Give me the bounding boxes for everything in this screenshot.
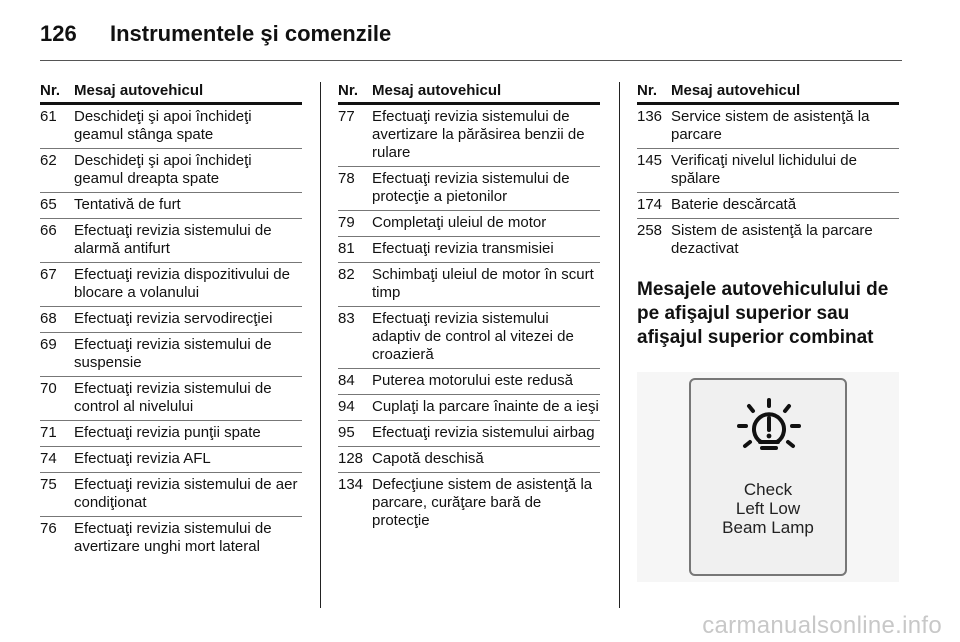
message-text: Tentativă de furt [74, 196, 181, 213]
table-row [637, 149, 899, 193]
table-row [40, 105, 302, 149]
table-row [40, 333, 302, 377]
message-number: 61 [40, 108, 57, 125]
message-table-2 [338, 82, 600, 534]
message-text: Deschideţi şi apoi închideţi geamul dreapta spate [74, 152, 252, 187]
message-text: Efectuaţi revizia punţii spate [74, 424, 261, 441]
message-number: 66 [40, 222, 57, 239]
message-text: Efectuaţi revizia sistemului airbag [372, 424, 595, 441]
table-row [40, 473, 302, 517]
card-text-line: Check [743, 480, 793, 499]
message-text: Efectuaţi revizia sistemului de avertizare unghi mort lateral [74, 520, 272, 555]
header-msg: Mesaj autovehicul [372, 82, 502, 99]
message-number: 74 [40, 450, 57, 467]
card-text-line: Beam Lamp [722, 518, 814, 537]
message-text: Completaţi uleiul de motor [372, 214, 547, 231]
message-text: Cuplaţi la parcare înainte de a ieşi [372, 398, 599, 415]
table-row [40, 193, 302, 219]
table-row [40, 421, 302, 447]
header-nr: Nr. [338, 82, 359, 99]
display-illustration [637, 372, 899, 582]
message-number: 77 [338, 108, 355, 125]
message-text: Schimbaţi uleiul de motor în scurt timp [372, 266, 594, 301]
table-row [338, 105, 600, 167]
message-table-1 [40, 82, 302, 560]
table-row [40, 307, 302, 333]
table-body [637, 105, 899, 262]
message-number: 95 [338, 424, 355, 441]
table-header [338, 82, 600, 105]
message-number: 83 [338, 310, 355, 327]
message-number: 76 [40, 520, 57, 537]
table-header [40, 82, 302, 105]
message-number: 258 [637, 222, 663, 239]
message-text: Sistem de asistenţă la parcare dezactivat [671, 222, 873, 257]
message-number: 128 [338, 450, 364, 467]
message-number: 81 [338, 240, 355, 257]
display-card [689, 378, 847, 576]
table-row [338, 447, 600, 473]
message-number: 136 [637, 108, 663, 125]
message-number: 75 [40, 476, 57, 493]
message-text: Defecţiune sistem de asistenţă la parcare, curăţare bară de protecţie [372, 476, 593, 529]
column-divider [320, 82, 321, 608]
table-row [40, 447, 302, 473]
page-title: Instrumentele şi comenzile [110, 21, 392, 46]
message-text: Efectuaţi revizia dispozitivului de blocare a volanului [74, 266, 290, 301]
table-row [637, 105, 899, 149]
table-row [40, 517, 302, 560]
message-text: Deschideţi şi apoi închideţi geamul stânga spate [74, 108, 252, 143]
table-row [637, 219, 899, 262]
table-row [338, 421, 600, 447]
message-number: 71 [40, 424, 57, 441]
table-row [338, 395, 600, 421]
message-text: Efectuaţi revizia transmisiei [372, 240, 554, 257]
header-msg: Mesaj autovehicul [671, 82, 801, 99]
table-row [338, 263, 600, 307]
message-number: 145 [637, 152, 663, 169]
message-number: 78 [338, 170, 355, 187]
table-row [637, 193, 899, 219]
message-text: Baterie descărcată [671, 196, 797, 213]
table-body [40, 105, 302, 560]
message-text: Efectuaţi revizia sistemului de control al nivelului [74, 380, 272, 415]
message-text: Efectuaţi revizia sistemului de suspensie [74, 336, 272, 371]
table-row [40, 149, 302, 193]
header-nr: Nr. [40, 82, 61, 99]
message-text: Efectuaţi revizia sistemului de protecţie a pietonilor [372, 170, 570, 205]
message-number: 94 [338, 398, 355, 415]
message-text: Efectuaţi revizia AFL [74, 450, 211, 467]
message-text: Verificaţi nivelul lichidului de spălare [671, 152, 857, 187]
message-text: Service sistem de asistenţă la parcare [671, 108, 870, 143]
table-row [40, 263, 302, 307]
header-msg: Mesaj autovehicul [74, 82, 204, 99]
table-row [338, 307, 600, 369]
message-text: Efectuaţi revizia sistemului adaptiv de control al vitezei de croazieră [372, 310, 574, 363]
message-number: 70 [40, 380, 57, 397]
message-text: Capotă deschisă [372, 450, 484, 467]
page-number: 126 [40, 21, 77, 46]
message-text: Puterea motorului este redusă [372, 372, 573, 389]
message-number: 79 [338, 214, 355, 231]
message-number: 65 [40, 196, 57, 213]
message-number: 84 [338, 372, 355, 389]
page-header [40, 16, 391, 52]
table-body [338, 105, 600, 534]
table-row [338, 237, 600, 263]
message-table-3 [637, 82, 899, 582]
message-number: 82 [338, 266, 355, 283]
message-text: Efectuaţi revizia sistemului de alarmă antifurt [74, 222, 272, 257]
bulb-warning-icon [736, 398, 802, 460]
table-row [40, 377, 302, 421]
header-nr: Nr. [637, 82, 658, 99]
table-row [40, 219, 302, 263]
message-text: Efectuaţi revizia sistemului de aer condiţionat [74, 476, 298, 511]
table-row [338, 167, 600, 211]
header-rule [40, 60, 902, 61]
watermark: carmanualsonline.info [702, 612, 942, 639]
section-heading: Mesajele autovehiculului de pe afişajul superior sau afişajul superior combinat [637, 279, 889, 348]
message-text: Efectuaţi revizia servodirecţiei [74, 310, 273, 327]
table-row [338, 473, 600, 534]
message-number: 69 [40, 336, 57, 353]
card-text-line: Left Low [735, 499, 801, 518]
message-number: 174 [637, 196, 663, 213]
message-number: 62 [40, 152, 57, 169]
message-text: Efectuaţi revizia sistemului de avertizare la părăsirea benzii de rulare [372, 108, 585, 161]
table-header [637, 82, 899, 105]
table-row [338, 369, 600, 395]
table-row [338, 211, 600, 237]
message-number: 134 [338, 476, 364, 493]
column-divider [619, 82, 620, 608]
message-number: 67 [40, 266, 57, 283]
message-number: 68 [40, 310, 57, 327]
